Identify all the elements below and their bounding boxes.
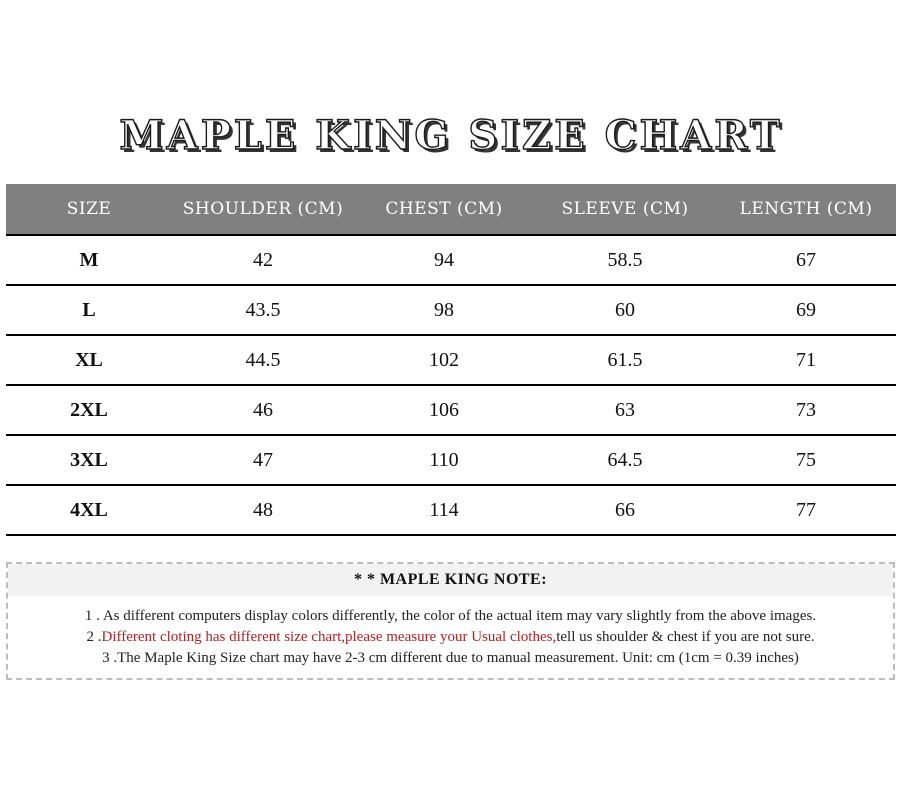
note-line-2-prefix: 2 . <box>86 629 102 645</box>
chest-cell: 98 <box>434 298 454 321</box>
shoulder-cell: 48 <box>253 498 273 521</box>
note-line-1: 1 . As different computers display colors differently, the color of the actual item may vary slightly from the above images. <box>84 608 817 624</box>
size-cell: 2XL <box>70 398 108 421</box>
table-row <box>6 434 896 484</box>
shoulder-cell: 46 <box>253 398 273 421</box>
length-cell: 73 <box>796 398 816 421</box>
table-header <box>6 184 896 234</box>
size-chart-table <box>6 184 896 536</box>
size-cell: L <box>82 298 96 321</box>
header-length: LENGTH (CM) <box>739 199 873 219</box>
size-cell: XL <box>75 348 103 371</box>
length-cell: 77 <box>796 498 816 521</box>
note-line-2-rest: tell us shoulder & chest if you are not sure. <box>556 629 815 645</box>
sleeve-cell: 63 <box>615 398 635 421</box>
shoulder-cell: 44.5 <box>245 348 281 371</box>
length-cell: 75 <box>796 448 816 471</box>
shoulder-cell: 47 <box>253 448 273 471</box>
chest-cell: 102 <box>429 348 459 371</box>
note-box <box>6 562 895 680</box>
note-heading: * * MAPLE KING NOTE: <box>8 564 893 596</box>
header-shoulder: SHOULDER (CM) <box>182 199 344 219</box>
size-cell: 4XL <box>70 498 108 521</box>
table-row <box>6 284 896 334</box>
table-row <box>6 384 896 434</box>
table-row <box>6 484 896 536</box>
header-chest: CHEST (CM) <box>385 199 503 219</box>
note-line-2-highlight: Different cloting has different size chart,please measure your Usual clothes, <box>101 629 557 645</box>
sleeve-cell: 61.5 <box>607 348 643 371</box>
sleeve-cell: 64.5 <box>607 448 643 471</box>
length-cell: 69 <box>796 298 816 321</box>
table-row <box>6 334 896 384</box>
shoulder-cell: 43.5 <box>245 298 281 321</box>
header-sleeve: SLEEVE (CM) <box>561 199 689 219</box>
sleeve-cell: 60 <box>615 298 635 321</box>
note-line-2 <box>8 627 893 648</box>
length-cell: 71 <box>796 348 816 371</box>
chest-cell: 94 <box>434 248 454 271</box>
chest-cell: 106 <box>429 398 459 421</box>
note-lines <box>8 596 893 669</box>
shoulder-cell: 42 <box>253 248 273 271</box>
page-title: MAPLE KING SIZE CHART <box>119 112 783 159</box>
chest-cell: 110 <box>429 448 459 471</box>
sleeve-cell: 66 <box>615 498 635 521</box>
table-row <box>6 234 896 284</box>
length-cell: 67 <box>796 248 816 271</box>
chest-cell: 114 <box>429 498 459 521</box>
size-cell: M <box>79 248 99 271</box>
note-line-3: 3 .The Maple King Size chart may have 2-3 cm different due to manual measurement. Unit: cm (1cm = 0.39 inches) <box>102 650 799 666</box>
size-cell: 3XL <box>70 448 108 471</box>
sleeve-cell: 58.5 <box>607 248 643 271</box>
header-size: SIZE <box>66 199 112 219</box>
